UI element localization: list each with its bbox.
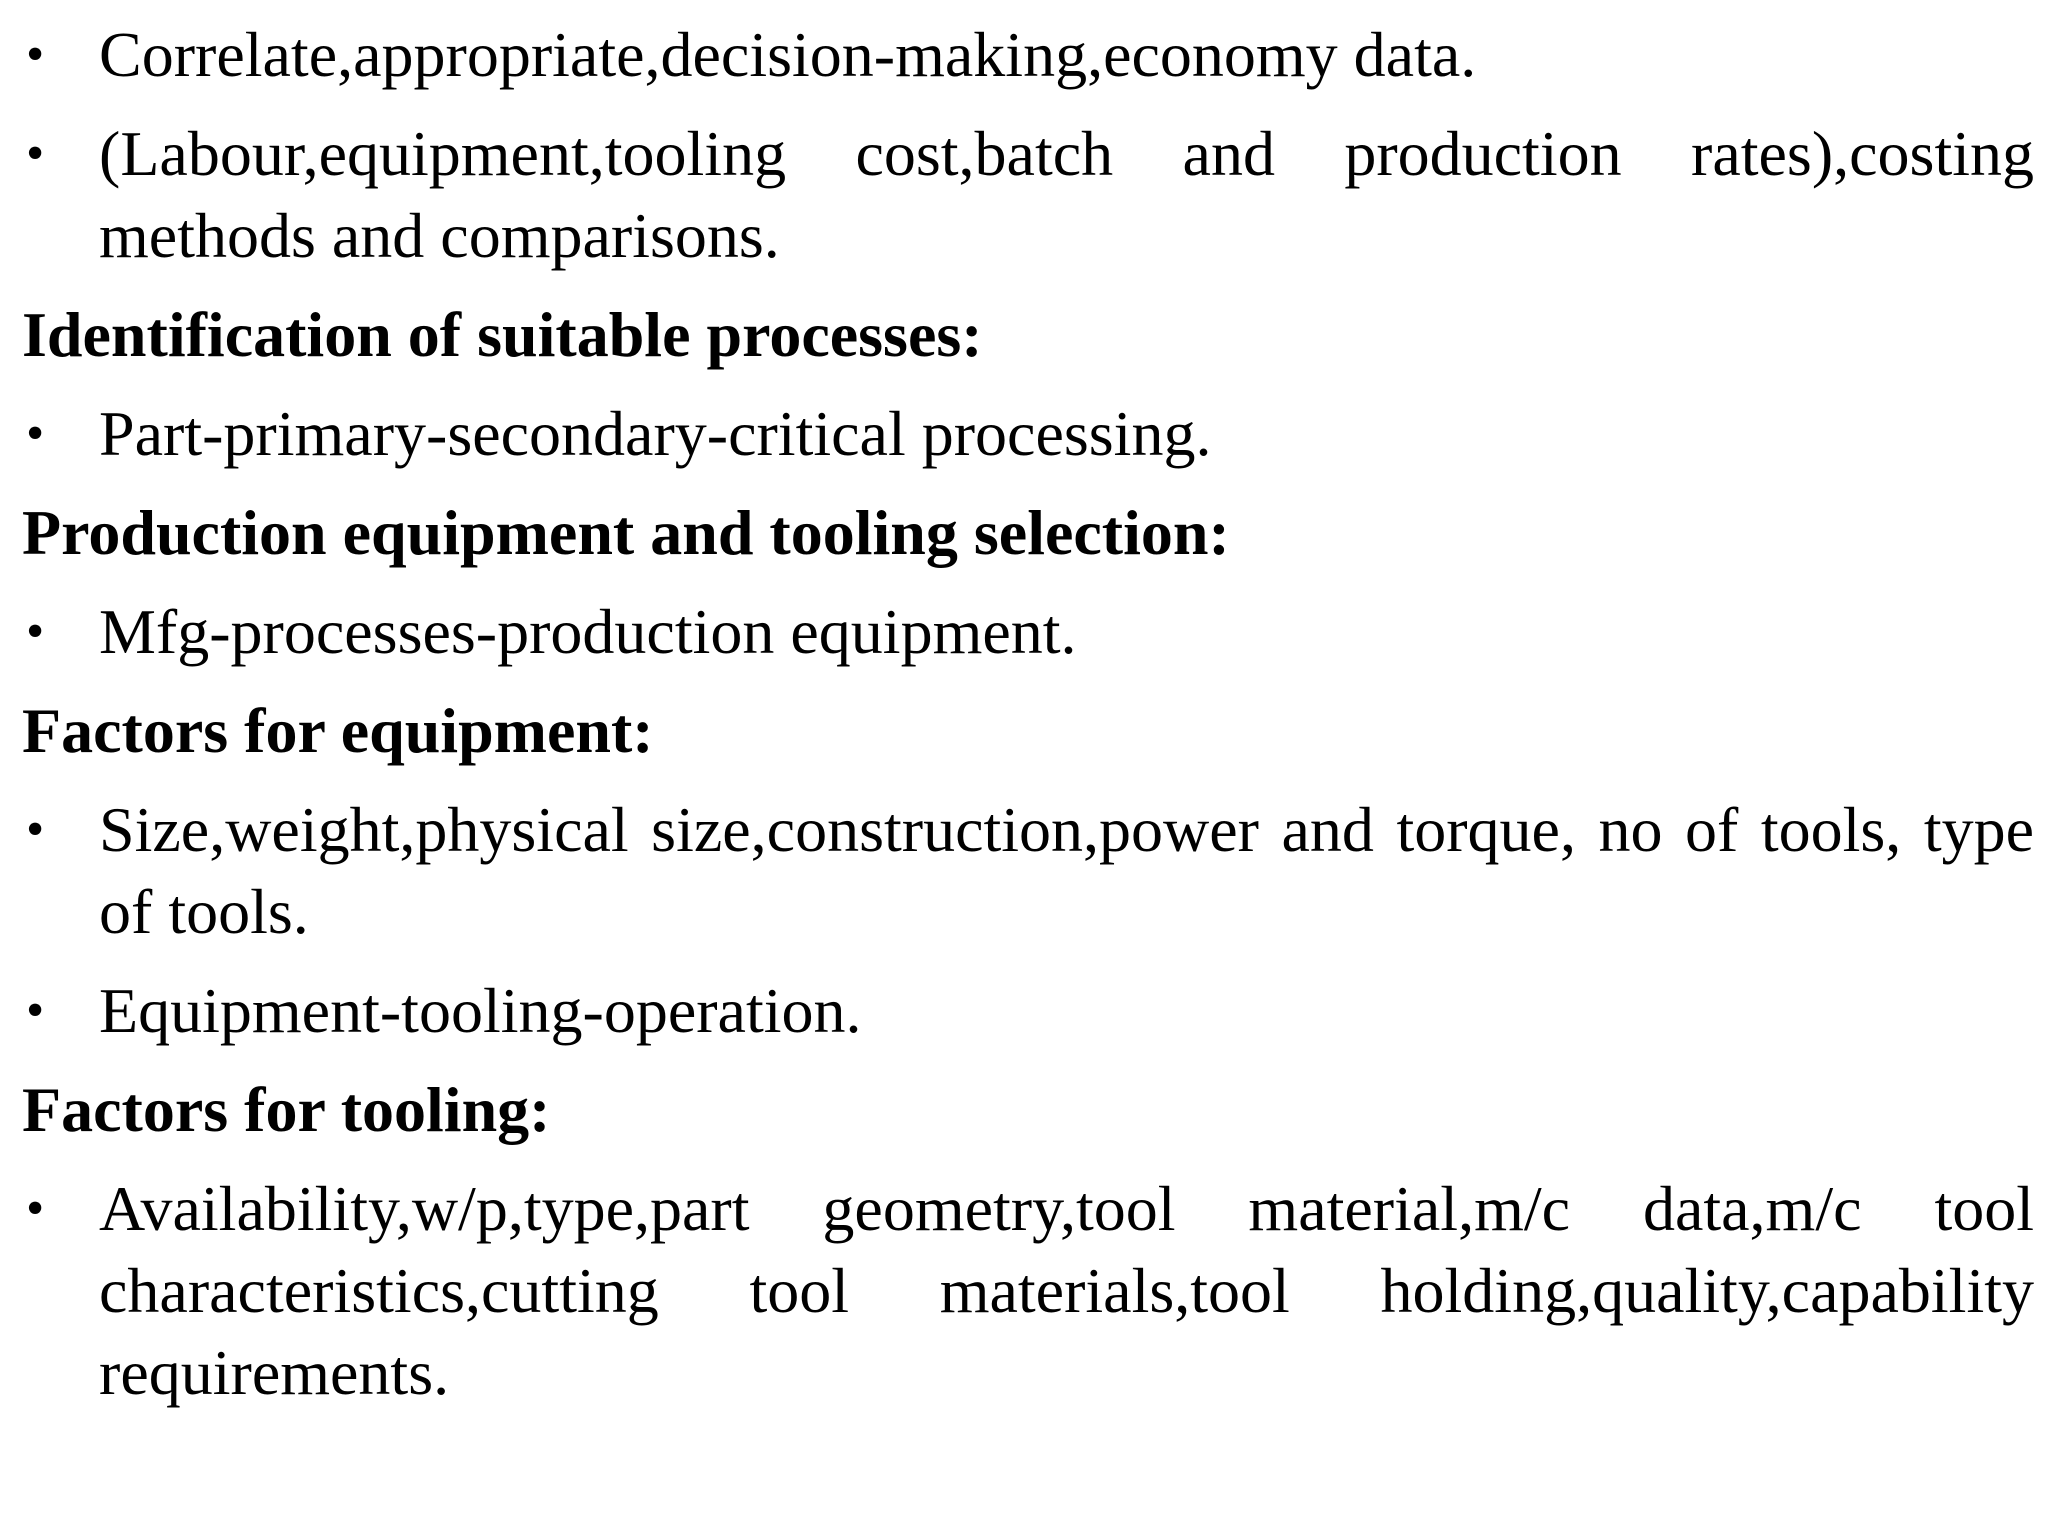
bullet-item (22, 789, 2034, 953)
bullet-text: (Labour,equipment,tooling cost,batch and production rates),costing methods and comparisons. (99, 118, 2034, 271)
bullet-text: Mfg-processes-production equipment. (99, 596, 1077, 667)
section-heading: Identification of suitable processes: (22, 299, 983, 370)
section-heading: Production equipment and tooling selection: (22, 497, 1230, 568)
bullet-item (22, 1168, 2034, 1414)
bullet-text: Part-primary-secondary-critical processing. (99, 398, 1212, 469)
section-heading: Factors for equipment: (22, 695, 654, 766)
bullet-icon: • (26, 405, 45, 462)
bullet-icon: • (26, 125, 45, 182)
bullet-text: Availability,w/p,type,part geometry,tool material,m/c data,m/c tool characteristics,cutting tool materials,tool holding,quality,capability requirements. (99, 1173, 2034, 1408)
bullet-text: Size,weight,physical size,construction,power and torque, no of tools, type of tools. (99, 794, 2034, 947)
bullet-icon: • (26, 982, 45, 1039)
bullet-item (22, 970, 2034, 1052)
bullet-item (22, 14, 2034, 96)
bullet-text: Correlate,appropriate,decision-making,economy data. (99, 19, 1477, 90)
bullet-item (22, 393, 2034, 475)
section-heading: Factors for tooling: (22, 1074, 551, 1145)
slide-content (22, 14, 2034, 1414)
bullet-icon: • (26, 801, 45, 858)
bullet-item (22, 113, 2034, 277)
bullet-icon: • (26, 26, 45, 83)
bullet-item (22, 591, 2034, 673)
bullet-icon: • (26, 1180, 45, 1237)
bullet-icon: • (26, 603, 45, 660)
bullet-text: Equipment-tooling-operation. (99, 975, 862, 1046)
